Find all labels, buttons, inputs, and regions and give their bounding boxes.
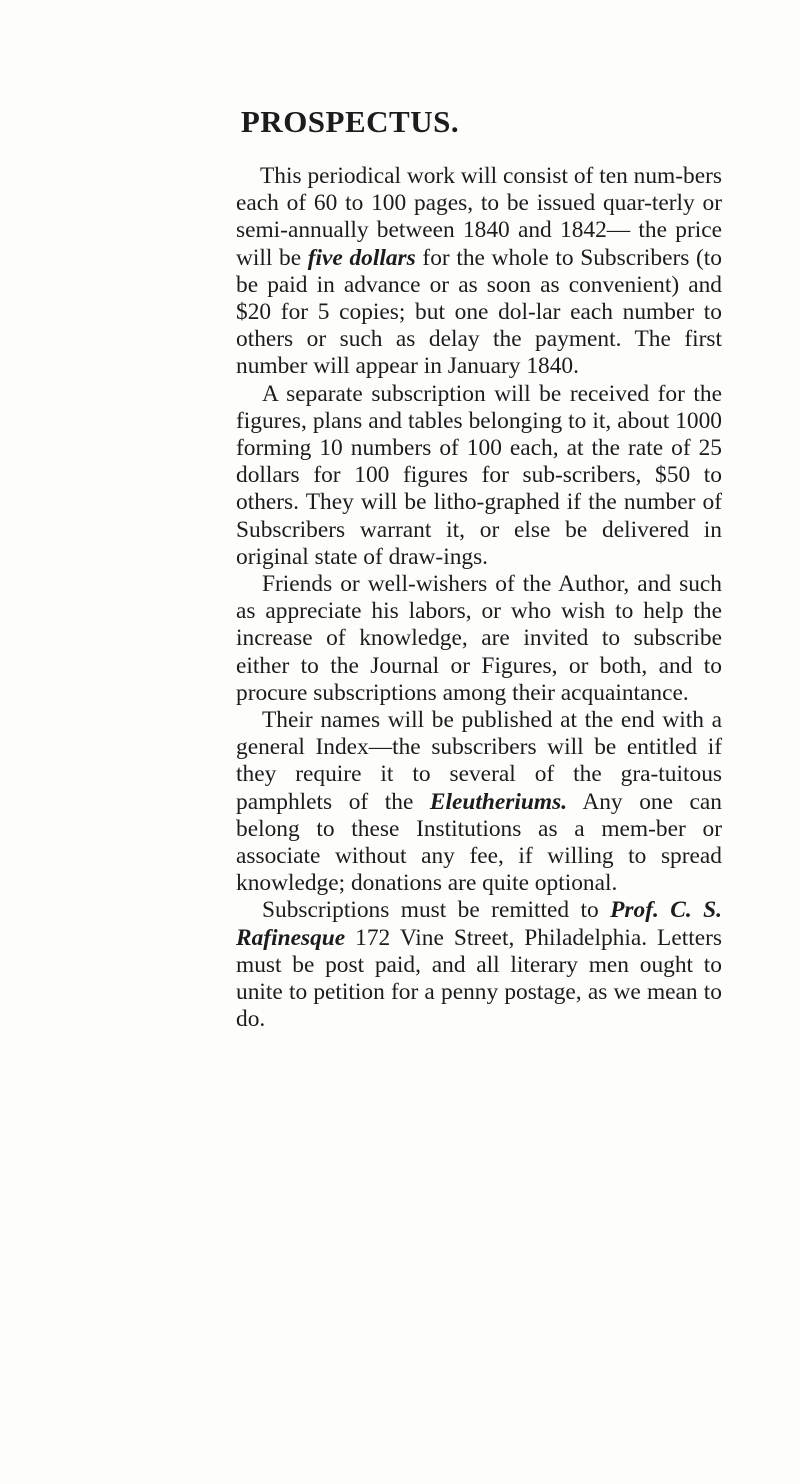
document-body <box>236 163 722 1034</box>
paragraph-terms-text-2: for the whole to Subscribers (to be paid in advance or as soon as convenient) and $20 for 5 copies; but one dol-lar each number to others or such as delay the payment. The first number will appear in January 1840. <box>236 244 722 380</box>
paragraph-figures-text: A separate subscription will be received for the figures, plans and tables belonging to it, about 1000 forming 10 numbers of 100 each, at the rate of 25 dollars for 100 figures for sub-scribers, $50 to others. They will be litho-graphed if the number of Subscribers warrant it, or else be delivered in original state of draw-ings. <box>236 380 722 570</box>
paragraph-friends <box>236 571 722 707</box>
paragraph-names-text-2: Any one can belong to these Institutions as a mem-ber or associate without any fee, if willing to spread knowledge; donations are quite optional. <box>236 788 722 897</box>
paragraph-terms-price: five dollars <box>307 244 416 271</box>
paragraph-names <box>236 707 722 897</box>
paragraph-figures <box>236 381 722 571</box>
paragraph-remittance-name: Prof. C. S. Rafinesque <box>236 897 722 951</box>
paragraph-remittance <box>236 897 722 1033</box>
paragraph-terms-text-1: This periodical work will consist of ten num-bers each of 60 to 100 pages, to be issued quar-terly or semi-annually between 1840 and 1842— the price will be <box>236 163 722 271</box>
paragraph-terms <box>236 163 722 381</box>
paragraph-names-eleutheriums: Eleutheriums. <box>429 788 568 815</box>
page-title: PROSPECTUS. <box>240 104 460 139</box>
paragraph-remittance-text-2: 172 Vine Street, Philadelphia. Letters must be post paid, and all literary men ought to unite to petition for a penny postage, as we mean to do. <box>236 924 722 1033</box>
paragraph-friends-text: Friends or well-wishers of the Author, and such as appreciate his labors, or who wish to help the increase of knowledge, are invited to subscribe either to the Journal or Figures, or both, and to procure subscriptions among their acquaintance. <box>236 571 722 706</box>
paragraph-remittance-text-1: Subscriptions must be remitted to <box>262 897 611 924</box>
paragraph-names-text-1: Their names will be published at the end with a general Index—the subscribers will be entitled if they require it to several of the gra-tuitous pamphlets of the <box>236 707 722 815</box>
